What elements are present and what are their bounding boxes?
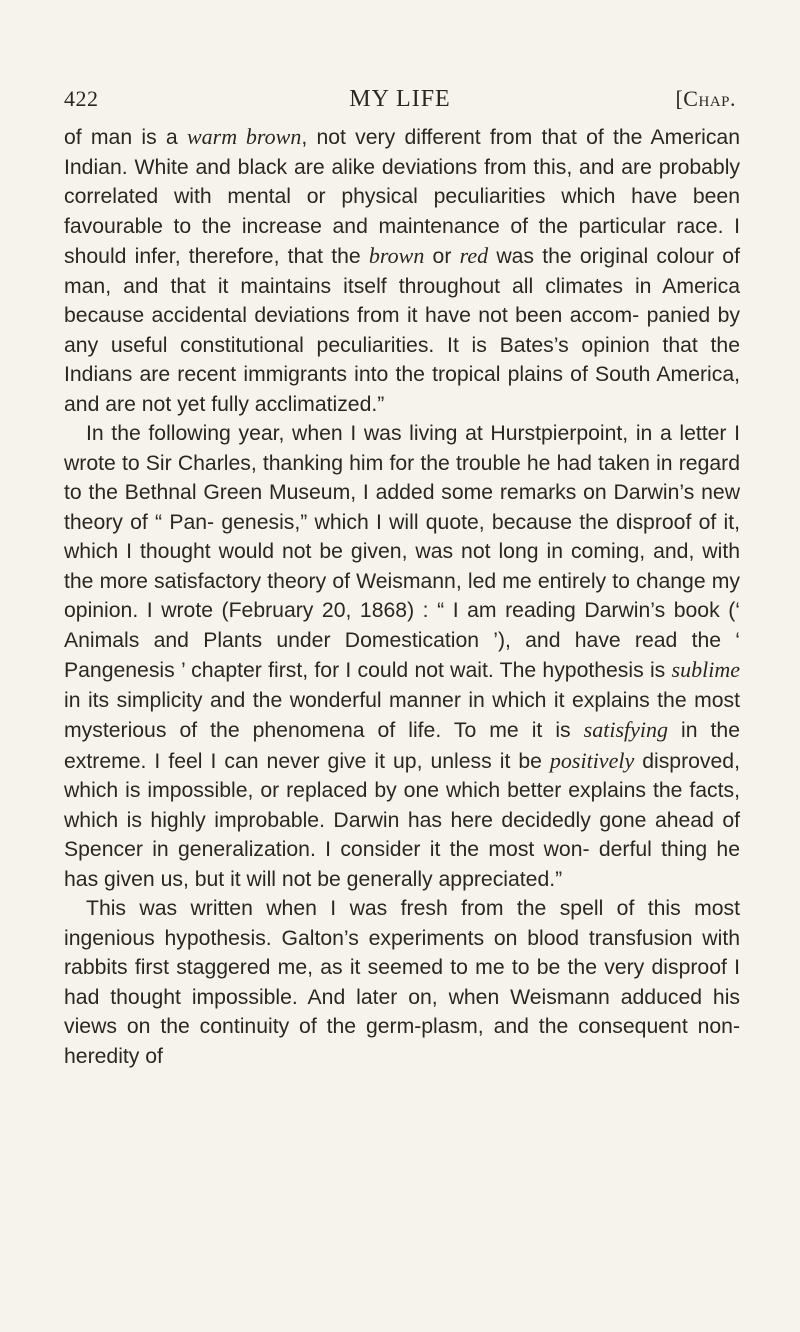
- text-run: In the following year, when I was living at Hurstpierpoint, in a letter I wrote to Sir Charles, thanking him for the trouble he had taken in regard to the Bethnal Green Museum, I added some remarks on Darwin’s new theory of “ Pan- genesis,” which I will quote, because the disproof of it, which I thought would not be given, was not long in coming, and, with the more satisfactory theory of Weismann, led me entirely to change my opinion. I wrote (February 20, 1868) : “ I am reading Darwin’s book (‘ Animals and Plants under Domestication ’), and have read the ‘ Pangenesis ’ chapter first, for I could not wait. The hypothesis is: [64, 422, 740, 682]
- italic-text: red: [459, 243, 489, 268]
- running-head: [64, 86, 736, 116]
- paragraph: [64, 419, 740, 894]
- italic-text: satisfying: [583, 717, 668, 742]
- text-run: , not very different from that of the American Indian. White and black are alike deviations from this, and are probably correlated with mental or physical peculiarities which have been favourable to the increase and maintenance of the particular race. I should infer, therefore, that the: [64, 126, 740, 268]
- italic-text: positively: [549, 747, 635, 773]
- text-run: disproved, which is impossible, or replaced by one which better explains the facts, which is highly improbable. Darwin has here decidedly gone ahead of Spencer in generalization. I consider it the most won- derful thing he has given us, but it will not be generally appreciated.”: [64, 749, 740, 891]
- italic-text: brown: [368, 243, 425, 268]
- running-title: MY LIFE: [349, 86, 451, 112]
- text-run: of man is a: [64, 126, 187, 149]
- text-run: or: [424, 245, 460, 268]
- italic-text: warm brown: [186, 124, 302, 149]
- paragraph: [64, 894, 740, 1071]
- italic-text: sublime: [671, 657, 740, 682]
- body-text: [64, 122, 740, 1071]
- paragraph: [64, 122, 740, 419]
- text-run: in the extreme. I feel I can never give it up, unless it be: [64, 719, 740, 773]
- chapter-label: [Chap.: [675, 86, 736, 111]
- text-run: in its simplicity and the wonderful manner in which it explains the most mysterious of the phenomena of life. To me it is: [64, 688, 740, 742]
- text-run: This was written when I was fresh from the spell of this most ingenious hypothesis. Galton’s experiments on blood transfusion with rabbits first staggered me, as it seemed to me to be the very disproof I had thought impossible. And later on, when Weismann adduced his views on the continuity of the germ-plasm, and the consequent non-heredity of: [64, 897, 740, 1068]
- page-number: 422: [64, 86, 99, 111]
- text-run: was the original colour of man, and that it maintains itself throughout all climates in America because accidental deviations from it have not been accom- panied by any useful constitutional peculiarities. It is Bates’s opinion that the Indians are recent immigrants into the tropical plains of South America, and are not yet fully acclimatized.”: [64, 245, 740, 416]
